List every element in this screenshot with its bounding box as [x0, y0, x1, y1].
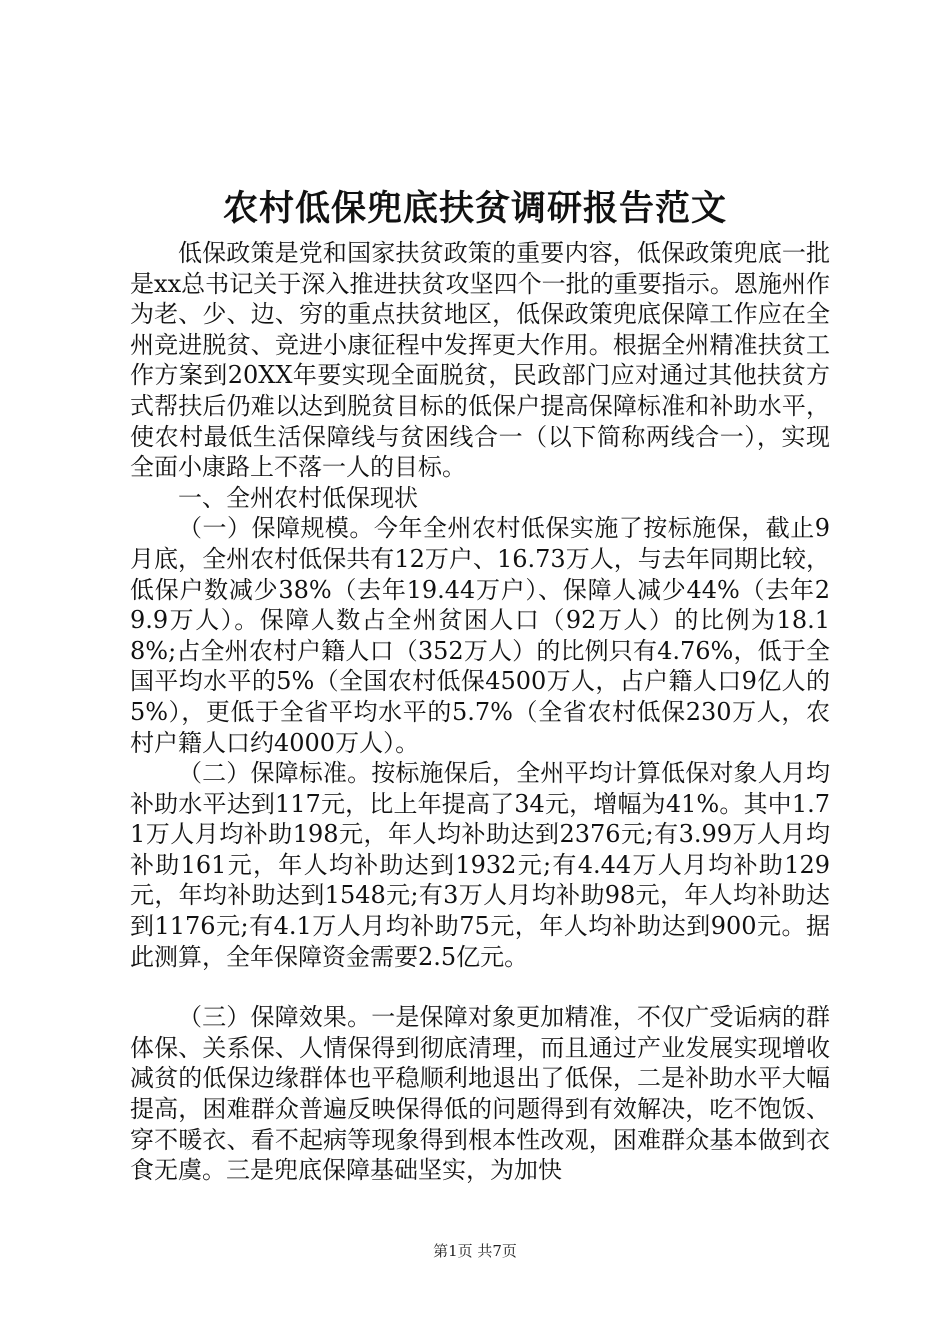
paragraph-standard: （二）保障标准。按标施保后，全州平均计算低保对象人月均补助水平达到117元，比上年提高了34元，增幅为41%。其中1.71万人月均补助198元，年人均补助达到2376元;有3.99万人月均补助161元，年人均补助达到1932元;有4.44万人月均补助129元，年均补助达到1548元;有3万人月均补助98元，年人均补助达到1176元;有4.1万人月均补助75元，年人均补助达到900元。据此测算，全年保障资金需要2.5亿元。: [130, 759, 830, 971]
paragraph-gap: [130, 972, 830, 1002]
page-footer: 第1页 共7页: [433, 1242, 517, 1260]
paragraph-effect: （三）保障效果。一是保障对象更加精准，不仅广受诟病的群体保、关系保、人情保得到彻底清理，而且通过产业发展实现增收减贫的低保边缘群体也平稳顺利地退出了低保，二是补助水平大幅提高，困难群众普遍反映保得低的问题得到有效解决，吃不饱饭、穿不暖衣、看不起病等现象得到根本性改观，困难群众基本做到衣食无虞。三是兜底保障基础坚实，为加快: [130, 1003, 830, 1185]
section-heading: 一、全州农村低保现状: [178, 483, 418, 512]
document-body: [130, 238, 830, 1186]
intro-paragraph: 低保政策是党和国家扶贫政策的重要内容，低保政策兜底一批是xx总书记关于深入推进扶贫攻坚四个一批的重要指示。恩施州作为老、少、边、穷的重点扶贫地区，低保政策兜底保障工作应在全州竞进脱贫、竞进小康征程中发挥更大作用。根据全州精准扶贫工作方案到20XX年要实现全面脱贫，民政部门应对通过其他扶贫方式帮扶后仍难以达到脱贫目标的低保户提高保障标准和补助水平，使农村最低生活保障线与贫困线合一（以下简称两线合一），实现全面小康路上不落一人的目标。: [130, 239, 830, 482]
document-title: 农村低保兜底扶贫调研报告范文: [222, 188, 727, 229]
paragraph-scale: （一）保障规模。今年全州农村低保实施了按标施保，截止9月底，全州农村低保共有12万户、16.73万人，与去年同期比较，低保户数减少38%（去年19.44万户）、保障人减少44%（去年29.9万人）。保障人数占全州贫困人口（92万人）的比例为18.18%;占全州农村户籍人口（352万人）的比例只有4.76%，低于全国平均水平的5%（全国农村低保4500万人，占户籍人口9亿人的5%），更低于全省平均水平的5.7%（全省农村低保230万人，农村户籍人口约4000万人）。: [130, 514, 830, 757]
